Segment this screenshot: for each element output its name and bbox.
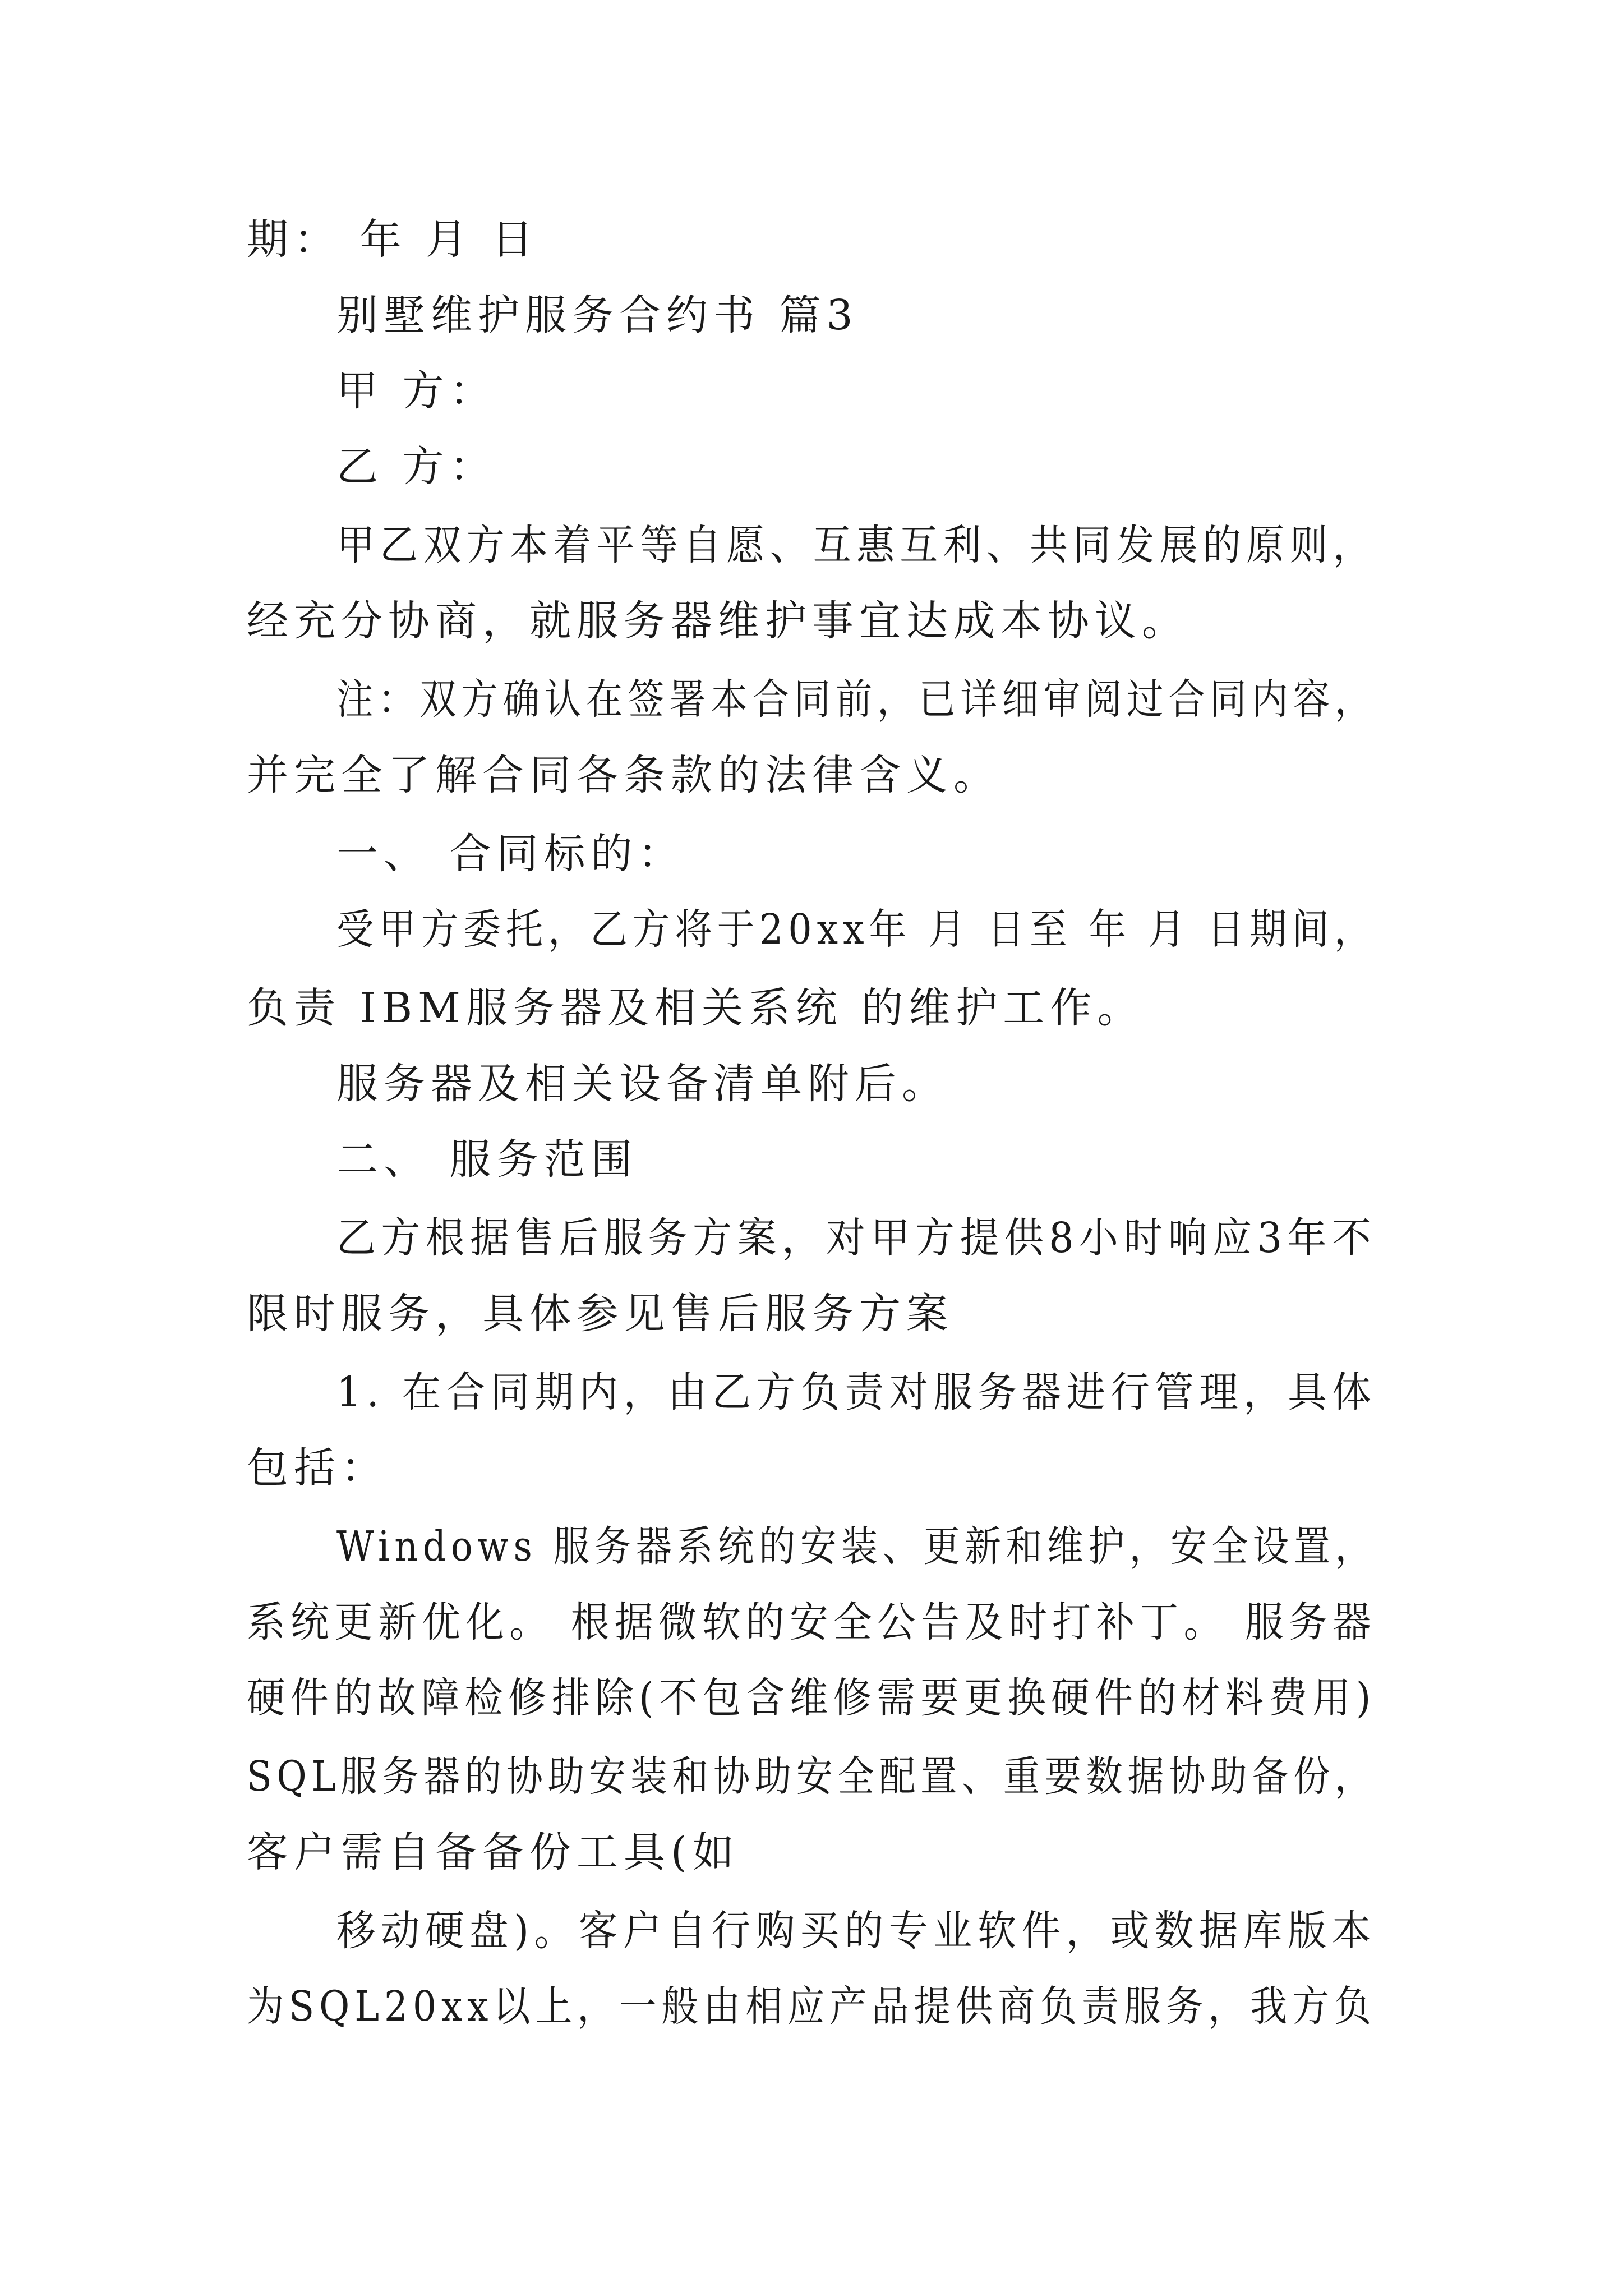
paragraph-line: Windows 服务器系统的安装、更新和维护，安全设置， — [336, 1522, 1376, 1571]
heading-line: 一、 合同标的： — [336, 830, 685, 878]
paragraph-line: 并完全了解合同各条款的法律含义。 — [247, 751, 1000, 799]
paragraph-line: 系统更新优化。 根据微软的安全公告及时打补丁。 服务器 — [247, 1598, 1377, 1646]
paragraph-line: 客户需自备备份工具(如 — [247, 1828, 740, 1876]
paragraph-line: 移动硬盘)。客户自行购买的专业软件，或数据库版本 — [336, 1907, 1376, 1955]
party-a: 甲 方： — [336, 367, 497, 415]
date-line: 期： 年 月 日 — [247, 215, 539, 264]
paragraph-line: 为SQL20xx以上，一般由相应产品提供商负责服务，我方负 — [247, 1982, 1377, 2031]
paragraph-line: 硬件的故障检修排除(不包含维修需要更换硬件的材料费用) — [247, 1674, 1376, 1722]
paragraph-line: 负责 IBM服务器及相关系统 的维护工作。 — [247, 984, 1145, 1032]
paragraph-line: 1. 在合同期内，由乙方负责对服务器进行管理，具体 — [336, 1368, 1377, 1416]
paragraph-line: 注：双方确认在签署本合同前，已详细审阅过合同内容， — [336, 675, 1377, 724]
section-title: 别墅维护服务合约书 篇3 — [336, 291, 859, 339]
paragraph-line: 受甲方委托，乙方将于20xx年 月 日至 年 月 日期间， — [336, 905, 1377, 954]
paragraph-line: 经充分协商，就服务器维护事宜达成本协议。 — [247, 597, 1189, 645]
paragraph-line: 限时服务，具体参见售后服务方案 — [247, 1290, 953, 1338]
party-b: 乙 方： — [336, 443, 497, 491]
paragraph-line: SQL服务器的协助安装和协助安全配置、重要数据协助备份， — [247, 1752, 1376, 1801]
paragraph-line: 包括： — [247, 1444, 388, 1492]
paragraph-line: 甲乙双方本着平等自愿、互惠互利、共同发展的原则， — [336, 521, 1376, 569]
heading-line: 二、 服务范围 — [336, 1135, 638, 1184]
paragraph-line: 服务器及相关设备清单附后。 — [336, 1060, 949, 1108]
paragraph-line: 乙方根据售后服务方案，对甲方提供8小时响应3年不 — [336, 1214, 1377, 1262]
